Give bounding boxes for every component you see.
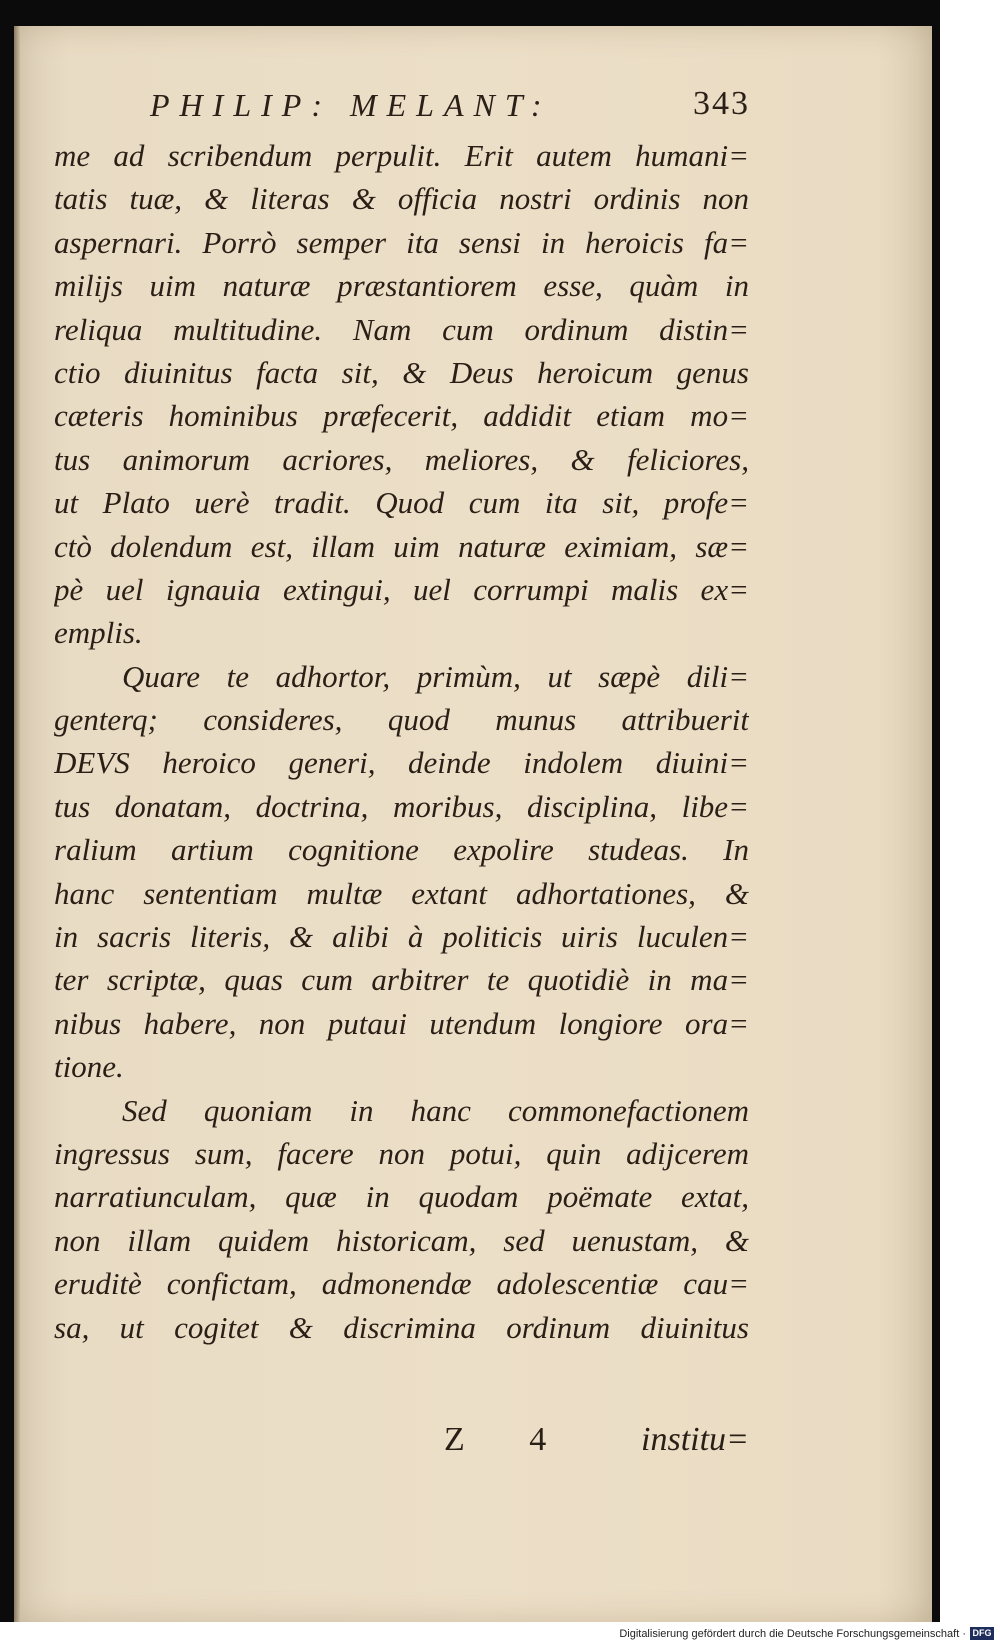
text-line: DEVS heroico generi, deinde indolem diuini= [54,745,749,781]
text-line: narratiunculam, quæ in quodam poëmate extat, [54,1179,749,1215]
catchword: institu= [641,1421,749,1458]
text-line: ctò dolendum est, illam uim naturæ eximiam, sæ= [54,528,749,564]
text-line: non illam quidem historicam, sed uenustam, & [54,1222,749,1258]
text-line: me ad scribendum perpulit. Erit autem humani= [54,138,749,173]
dfg-logo: DFG [970,1627,994,1640]
signature-line [54,1421,749,1471]
body-text [54,134,749,1349]
running-head [150,81,750,131]
text-line: cæteris hominibus præfecerit, addidit etiam mo= [54,398,749,434]
text-line: eruditè confictam, admonendæ adolescentiæ cau= [54,1266,749,1302]
text-line: reliqua multitudine. Nam cum ordinum distin= [54,311,749,347]
text-line: nibus habere, non putaui utendum longiore ora= [54,1005,749,1041]
text-line: sa, ut cogitet & discrimina ordinum diuinitus [54,1309,749,1345]
page-number: 343 [693,85,750,122]
text-line: genterq; consideres, quod munus attribuerit [54,702,749,738]
text-line: tus animorum acriores, meliores, & feliciores, [54,441,749,477]
text-line: ctio diuinitus facta sit, & Deus heroicum genus [54,354,749,390]
text-line: ut Plato uerè tradit. Quod cum ita sit, profe= [54,485,749,521]
funding-credit: Digitalisierung gefördert durch die Deutsche Forschungsgemeinschaft · [619,1628,966,1640]
text-line: tione. [54,1049,124,1085]
text-line: milijs uim naturæ præstantiorem esse, quàm in [54,268,749,304]
text-line: ralium artium cognitione expolire studeas. In [54,832,749,868]
book-page [14,26,932,1622]
text-line: hanc sententiam multæ extant adhortationes, & [54,875,749,911]
text-line-paragraph-start: Sed quoniam in hanc commonefactionem [122,1092,749,1128]
text-line: tatis tuæ, & literas & officia nostri ordinis non [54,181,749,217]
text-line: tus donatam, doctrina, moribus, disciplina, libe= [54,788,749,824]
running-title: PHILIP: MELANT: [150,87,552,123]
text-line-paragraph-start: Quare te adhortor, primùm, ut sæpè dili= [122,658,749,694]
text-line: ter scriptæ, quas cum arbitrer te quotidiè in ma= [54,962,749,998]
text-line: in sacris literis, & alibi à politicis uiris luculen= [54,919,749,955]
text-line: ingressus sum, facere non potui, quin adijcerem [54,1135,749,1171]
footer-bar [0,1622,1000,1646]
text-line: pè uel ignauia extingui, uel corrumpi malis ex= [54,571,749,607]
text-line: aspernari. Porrò semper ita sensi in heroicis fa= [54,224,749,260]
signature-mark: Z 4 [444,1421,575,1458]
page-gutter-edge [14,26,20,1622]
text-line: emplis. [54,615,143,651]
